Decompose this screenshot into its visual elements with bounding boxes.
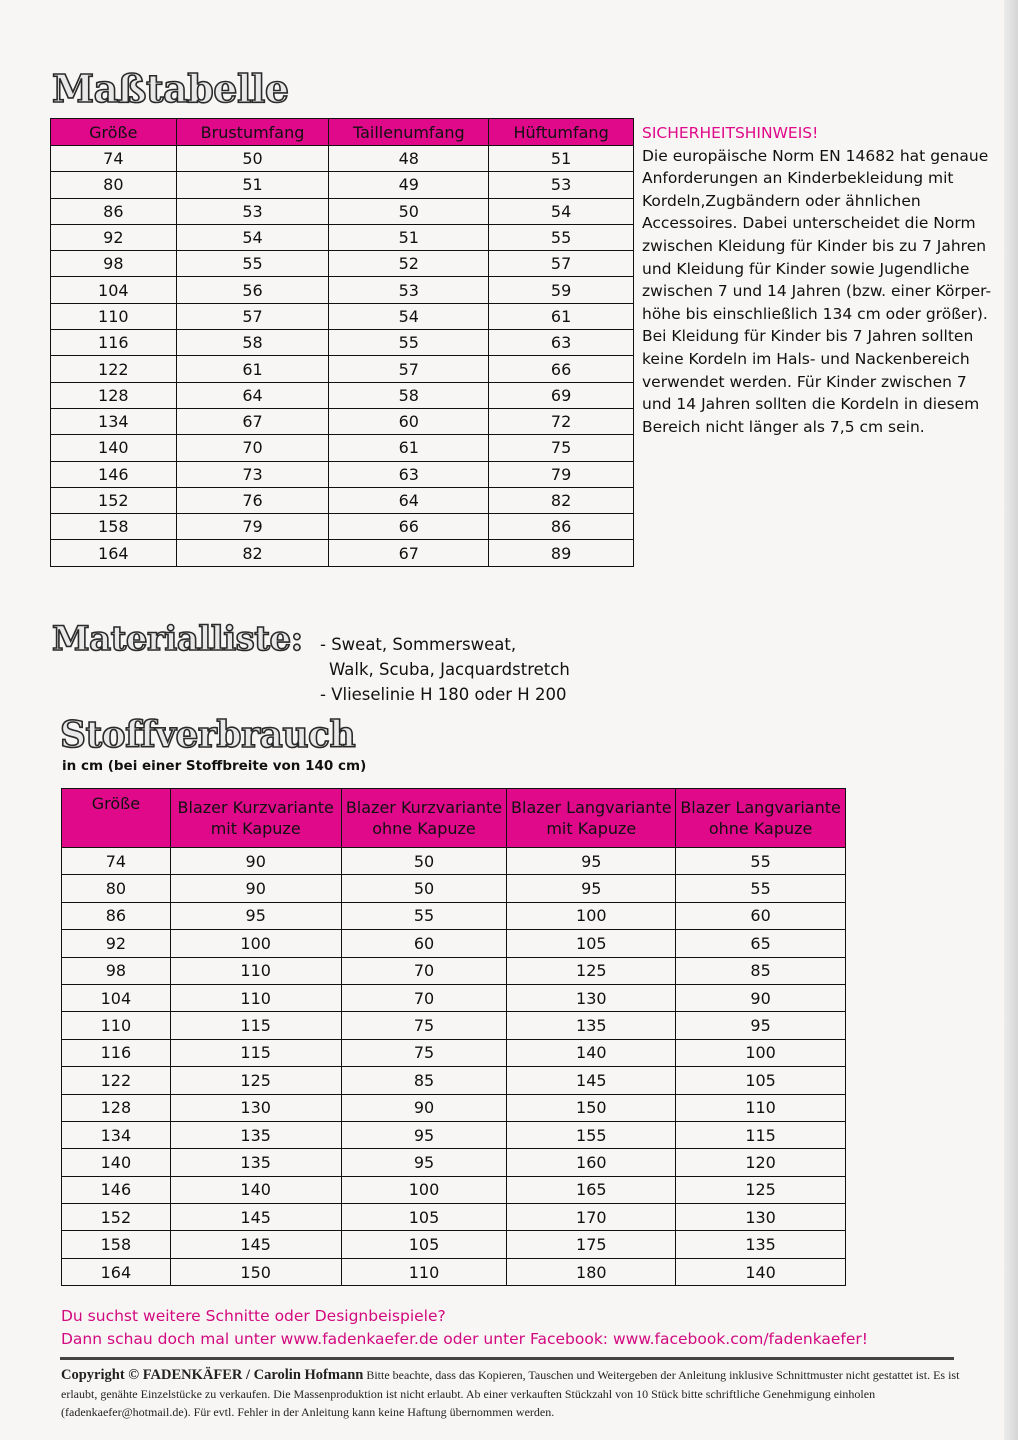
table-cell: 150 [170,1258,341,1285]
table-cell: 105 [341,1231,507,1258]
copyright-text: Bitte beachte, dass das Kopieren, Tauschen und Weitergeben der Anleitung inklusive Schnittmuster nicht gestattet ist. Es ist erlaubt, genähte Einzelstücke zu verkaufen. Die Massenproduktion ist nicht erlaubt. Ab einer verkauften Stückzahl von 10 Stück bitte schriftliche Genehmigung einholen (fadenkaefer@hotmail.de). Für evtl. Fehler in der Anleitung kann keine Haftung übernommen werden. [61,1368,960,1419]
table-cell: 164 [62,1258,171,1285]
table-cell: 92 [62,930,171,957]
size-table-heading: Maßtabelle [52,66,289,111]
table-cell: 145 [170,1204,341,1231]
table-cell: 55 [676,875,846,902]
table-row [51,172,634,198]
table-cell: 100 [170,930,341,957]
table-cell: 105 [507,930,676,957]
table-cell: 60 [341,930,507,957]
table-row [62,1258,846,1285]
table-row [51,356,634,382]
table-cell: 130 [507,984,676,1011]
table-cell: 58 [176,330,329,356]
promo-line-links: Dann schau doch mal unter www.fadenkaefer.de oder unter Facebook: www.facebook.com/fadenkaefer! [61,1330,869,1348]
table-row [51,303,634,329]
table-cell: 140 [170,1176,341,1203]
table-cell: 51 [176,172,329,198]
table-cell: 110 [51,303,177,329]
table-cell: 86 [489,514,634,540]
table-row [51,435,634,461]
table-cell: 140 [51,435,177,461]
table-cell: 63 [329,461,489,487]
table-cell: 134 [62,1121,171,1148]
table-cell: 50 [341,875,507,902]
table-cell: 75 [489,435,634,461]
table-cell: 50 [329,198,489,224]
table-cell: 125 [170,1067,341,1094]
table-cell: 128 [51,382,177,408]
safety-notice [642,122,994,438]
table-cell: 125 [507,957,676,984]
material-list-heading: Materialliste: [52,619,303,659]
table-cell: 135 [507,1012,676,1039]
table-cell: 155 [507,1121,676,1148]
table-cell: 95 [170,902,341,929]
table-cell: 130 [170,1094,341,1121]
table-cell: 54 [329,303,489,329]
table-row [51,198,634,224]
table-cell: 57 [176,303,329,329]
table-cell: 145 [507,1067,676,1094]
table-cell: 122 [51,356,177,382]
table-cell: 165 [507,1176,676,1203]
header-short-hood: Blazer Kurzvariante mit Kapuze [170,789,341,848]
size-table [50,118,634,567]
table-cell: 55 [329,330,489,356]
fabric-table-header-row [62,789,846,848]
table-row [62,1149,846,1176]
fabric-table [61,788,846,1286]
table-cell: 79 [489,461,634,487]
header-long-hood: Blazer Langvariante mit Kapuze [507,789,676,848]
table-cell: 152 [62,1204,171,1231]
table-cell: 95 [341,1149,507,1176]
table-cell: 98 [51,251,177,277]
table-cell: 55 [176,251,329,277]
table-cell: 110 [170,957,341,984]
table-row [62,1094,846,1121]
material-item: - Vlieselinie H 180 oder H 200 [320,685,567,704]
table-row [62,1204,846,1231]
table-cell: 116 [51,330,177,356]
table-cell: 170 [507,1204,676,1231]
table-cell: 64 [176,382,329,408]
table-cell: 57 [329,356,489,382]
table-row [62,1012,846,1039]
table-cell: 130 [676,1204,846,1231]
table-cell: 140 [676,1258,846,1285]
table-row [62,848,846,875]
table-cell: 86 [62,902,171,929]
header-chest: Brustumfang [176,119,329,146]
table-cell: 85 [341,1067,507,1094]
table-row [51,514,634,540]
table-cell: 55 [341,902,507,929]
table-row [51,277,634,303]
table-cell: 135 [170,1149,341,1176]
table-cell: 67 [329,540,489,566]
table-cell: 90 [676,984,846,1011]
table-cell: 152 [51,487,177,513]
promo-text [61,1305,868,1351]
table-cell: 158 [51,514,177,540]
table-cell: 61 [329,435,489,461]
table-cell: 140 [507,1039,676,1066]
table-cell: 49 [329,172,489,198]
fabric-unit-note: in cm (bei einer Stoffbreite von 140 cm) [62,758,367,774]
table-cell: 55 [676,848,846,875]
header-size: Größe [51,119,177,146]
table-cell: 65 [676,930,846,957]
table-cell: 66 [329,514,489,540]
table-cell: 110 [341,1258,507,1285]
table-cell: 95 [507,875,676,902]
table-cell: 90 [170,875,341,902]
table-cell: 86 [51,198,177,224]
table-cell: 92 [51,224,177,250]
material-list [320,632,570,707]
table-cell: 52 [329,251,489,277]
table-cell: 74 [62,848,171,875]
table-cell: 145 [170,1231,341,1258]
table-cell: 80 [62,875,171,902]
table-row [62,957,846,984]
table-row [62,875,846,902]
table-cell: 58 [329,382,489,408]
promo-line: Du suchst weitere Schnitte oder Designbeispiele? [61,1307,446,1325]
table-cell: 140 [62,1149,171,1176]
table-cell: 80 [51,172,177,198]
table-cell: 60 [329,408,489,434]
table-cell: 115 [170,1039,341,1066]
table-cell: 54 [489,198,634,224]
table-cell: 85 [676,957,846,984]
table-cell: 158 [62,1231,171,1258]
table-cell: 134 [51,408,177,434]
table-cell: 180 [507,1258,676,1285]
table-cell: 61 [489,303,634,329]
table-cell: 98 [62,957,171,984]
table-cell: 115 [170,1012,341,1039]
table-cell: 50 [176,146,329,172]
fabric-usage-heading: Stoffverbrauch [60,714,356,756]
table-cell: 95 [341,1121,507,1148]
table-cell: 75 [341,1012,507,1039]
table-cell: 73 [176,461,329,487]
table-cell: 89 [489,540,634,566]
table-row [51,461,634,487]
header-size: Größe [62,789,171,848]
table-cell: 146 [62,1176,171,1203]
table-cell: 63 [489,330,634,356]
table-row [51,382,634,408]
table-row [51,487,634,513]
table-cell: 105 [341,1204,507,1231]
table-row [62,1067,846,1094]
header-short-no-hood: Blazer Kurzvariante ohne Kapuze [341,789,507,848]
table-cell: 66 [489,356,634,382]
table-cell: 100 [507,902,676,929]
table-cell: 95 [676,1012,846,1039]
header-hip: Hüftumfang [489,119,634,146]
table-cell: 104 [62,984,171,1011]
table-cell: 70 [176,435,329,461]
table-cell: 95 [507,848,676,875]
table-cell: 60 [676,902,846,929]
table-cell: 160 [507,1149,676,1176]
table-cell: 48 [329,146,489,172]
table-cell: 82 [176,540,329,566]
table-cell: 64 [329,487,489,513]
table-cell: 74 [51,146,177,172]
table-cell: 135 [676,1231,846,1258]
table-row [51,146,634,172]
table-row [62,1231,846,1258]
copyright-title: Copyright © FADENKÄFER / Carolin Hofmann [61,1367,364,1383]
table-cell: 110 [62,1012,171,1039]
table-cell: 76 [176,487,329,513]
table-cell: 79 [176,514,329,540]
table-cell: 69 [489,382,634,408]
table-cell: 100 [341,1176,507,1203]
table-cell: 116 [62,1039,171,1066]
size-table-header-row [51,119,634,146]
table-cell: 67 [176,408,329,434]
table-cell: 122 [62,1067,171,1094]
table-cell: 55 [489,224,634,250]
table-cell: 56 [176,277,329,303]
material-item: Walk, Scuba, Jacquardstretch [329,660,570,679]
page-edge [1004,0,1018,1440]
table-row [51,408,634,434]
table-cell: 72 [489,408,634,434]
safety-notice-title: SICHERHEITSHINWEIS! [642,124,819,142]
material-item: - Sweat, Sommersweat, [320,635,517,654]
table-cell: 51 [489,146,634,172]
table-row [51,224,634,250]
table-cell: 128 [62,1094,171,1121]
table-cell: 53 [489,172,634,198]
safety-notice-text: Die europäische Norm EN 14682 hat genaue Anforderungen an Kinderbekleidung mit Kordeln,Zugbändern oder ähnlichen Accessoires. Dabei unterscheidet die Norm zwischen Kleidung für Kinder bis zu 7 Jahren und Kleidung für Kinder sowie Jugendliche zwischen 7 und 14 Jahren (bzw. einer Körper-höhe bis einschließlich 134 cm oder größer). Bei Kleidung für Kinder bis 7 Jahren sollten keine Kordeln im Hals- und Nackenbereich verwendet werden. Für Kinder zwischen 7 und 14 Jahren sollten die Kordeln in diesem Bereich nicht länger als 7,5 cm sein. [642,146,992,436]
table-cell: 57 [489,251,634,277]
table-row [62,984,846,1011]
footer-divider [60,1357,954,1360]
table-cell: 146 [51,461,177,487]
table-cell: 164 [51,540,177,566]
table-cell: 70 [341,984,507,1011]
table-row [62,1121,846,1148]
table-cell: 110 [676,1094,846,1121]
table-cell: 110 [170,984,341,1011]
table-cell: 150 [507,1094,676,1121]
table-cell: 53 [329,277,489,303]
table-cell: 61 [176,356,329,382]
copyright-notice [61,1366,961,1422]
table-cell: 90 [341,1094,507,1121]
table-row [62,1039,846,1066]
table-cell: 90 [170,848,341,875]
table-cell: 135 [170,1121,341,1148]
table-cell: 115 [676,1121,846,1148]
table-row [62,1176,846,1203]
table-cell: 59 [489,277,634,303]
table-cell: 70 [341,957,507,984]
table-cell: 100 [676,1039,846,1066]
table-row [51,330,634,356]
table-cell: 54 [176,224,329,250]
table-cell: 82 [489,487,634,513]
table-row [62,902,846,929]
table-cell: 125 [676,1176,846,1203]
table-cell: 120 [676,1149,846,1176]
table-cell: 105 [676,1067,846,1094]
table-cell: 175 [507,1231,676,1258]
table-cell: 104 [51,277,177,303]
table-row [51,540,634,566]
table-cell: 50 [341,848,507,875]
header-long-no-hood: Blazer Langvariante ohne Kapuze [676,789,846,848]
table-cell: 75 [341,1039,507,1066]
table-row [51,251,634,277]
header-waist: Taillenumfang [329,119,489,146]
table-cell: 53 [176,198,329,224]
table-row [62,930,846,957]
table-cell: 51 [329,224,489,250]
